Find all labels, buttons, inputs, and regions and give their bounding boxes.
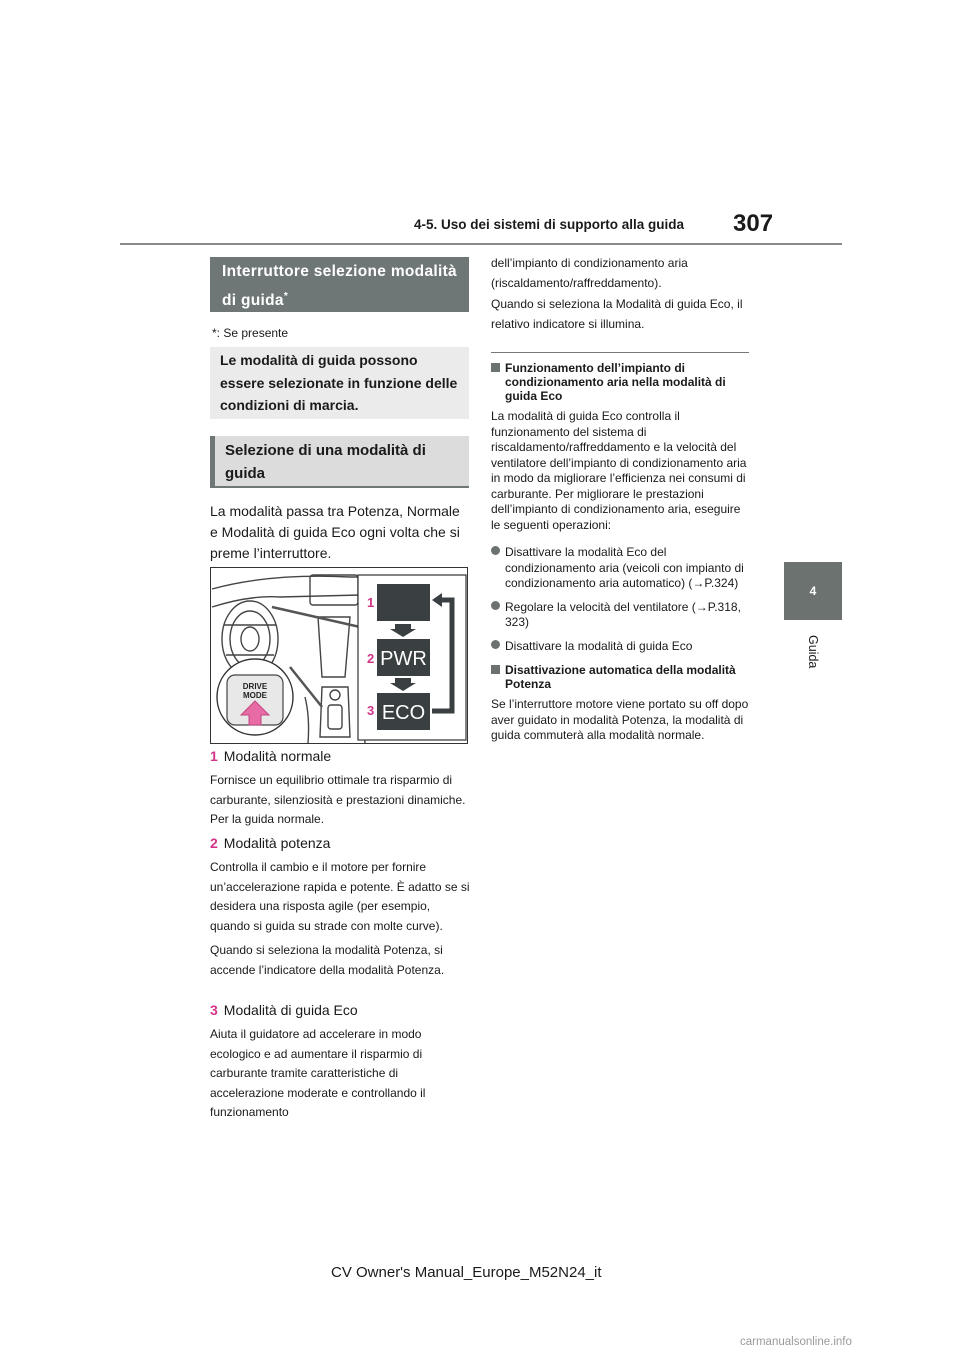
subsection-aircon bbox=[491, 361, 752, 533]
chapter-label-text: Guida bbox=[806, 635, 820, 669]
item-description: Controlla il cambio e il motore per fornire un’accelerazione rapida e potente. È adatto se si desidera una risposta agile (per esempio, quando si guida su strade con molte curve). bbox=[210, 860, 470, 933]
mode-item-2 bbox=[210, 833, 470, 980]
subsection-title: Disattivazione automatica della modalità Potenza bbox=[491, 663, 752, 691]
item-number: 1 bbox=[210, 748, 218, 764]
mode-item-1 bbox=[210, 746, 470, 830]
item-description: Quando si seleziona la modalità Potenza, si accende l’indicatore della modalità Potenza. bbox=[210, 943, 445, 977]
item-number: 3 bbox=[210, 1002, 218, 1018]
header-divider bbox=[120, 243, 842, 245]
section-heading-light: Selezione di una modalità di guida bbox=[210, 436, 469, 488]
subsection-title: Funzionamento dell’impianto di condizionamento aria nella modalità di guida Eco bbox=[491, 361, 752, 403]
normal-mode-display bbox=[377, 584, 430, 621]
watermark: carmanualsonline.info bbox=[740, 1336, 852, 1348]
chapter-tab[interactable]: 4 bbox=[784, 562, 842, 620]
item-description: Aiuta il guidatore ad accelerare in modo ecologico e ad aumentare il risparmio di carburante tramite caratteristiche di accelerazione moderate e controllando il funzionamento bbox=[210, 1027, 426, 1119]
subsection-body: La modalità di guida Eco controlla il funzionamento del sistema di riscaldamento/raffreddamento e la velocità del ventilatore dell’impianto di condizionamento aria in modo da migliorare l’efficienza nei consumi di carburante. Per migliorare le prestazioni dell’impianto di condizionamento aria, eseguire le seguenti operazioni: bbox=[491, 409, 747, 532]
heading-dark-asterisk: * bbox=[283, 291, 289, 302]
subsection-divider bbox=[491, 352, 749, 353]
subsection-power-off bbox=[491, 663, 752, 744]
bullet-item: Regolare la velocità del ventilatore (→P.318, 323) bbox=[491, 600, 752, 631]
item-title: Modalità normale bbox=[223, 748, 332, 764]
mode-label-1: 1 bbox=[367, 595, 375, 610]
continued-paragraph: dell’impianto di condizionamento aria (riscaldamento/raffreddamento). bbox=[491, 256, 688, 290]
bullet-list bbox=[491, 545, 752, 654]
drive-mode-figure bbox=[210, 567, 468, 744]
chapter-label bbox=[798, 635, 828, 705]
page-number: 307 bbox=[733, 210, 774, 237]
item-title: Modalità di guida Eco bbox=[223, 1002, 358, 1018]
eco-text: ECO bbox=[381, 702, 426, 724]
intro-box: Le modalità di guida possono essere selezionate in funzione delle condizioni di marcia. bbox=[210, 347, 469, 419]
mode-item-3 bbox=[210, 1000, 470, 1123]
item-description: Fornisce un equilibrio ottimale tra risparmio di carburante, silenziosità e prestazioni dinamiche. Per la guida normale. bbox=[210, 773, 466, 826]
intro-paragraph: La modalità passa tra Potenza, Normale e Modalità di guida Eco ogni volta che si preme l’interruttore. bbox=[210, 503, 460, 561]
button-line2: MODE bbox=[243, 691, 267, 700]
mode-label-2: 2 bbox=[367, 651, 375, 666]
subsection-body: Se l’interruttore motore viene portato su off dopo aver guidato in modalità Potenza, la modalità di guida commuterà alla modalità normale. bbox=[491, 697, 749, 742]
bullet-icon bbox=[491, 546, 500, 555]
section-heading-dark bbox=[210, 257, 469, 312]
drive-mode-button-inset bbox=[217, 659, 293, 735]
square-bullet-icon bbox=[491, 363, 500, 372]
item-number: 2 bbox=[210, 835, 218, 851]
bullet-icon bbox=[491, 640, 500, 649]
button-line1: DRIVE bbox=[242, 682, 268, 691]
square-bullet-icon bbox=[491, 665, 500, 674]
footer-title: CV Owner's Manual_Europe_M52N24_it bbox=[331, 1264, 602, 1281]
item-title: Modalità potenza bbox=[223, 835, 331, 851]
section-title: 4-5. Uso dei sistemi di supporto alla guida bbox=[414, 217, 685, 232]
heading-dark-text: Interruttore selezione modalità di guida bbox=[222, 263, 457, 310]
bullet-item: Disattivare la modalità Eco del condizionamento aria (veicoli con impianto di condizionamento aria automatico) (→P.324) bbox=[491, 545, 752, 592]
eco-indicator-paragraph: Quando si seleziona la Modalità di guida Eco, il relativo indicatore si illumina. bbox=[491, 297, 743, 331]
mode-label-3: 3 bbox=[367, 703, 375, 718]
bullet-item: Disattivare la modalità di guida Eco bbox=[491, 639, 752, 655]
footnote: *: Se presente bbox=[212, 326, 289, 340]
bullet-icon bbox=[491, 601, 500, 610]
pwr-text: PWR bbox=[380, 648, 427, 670]
